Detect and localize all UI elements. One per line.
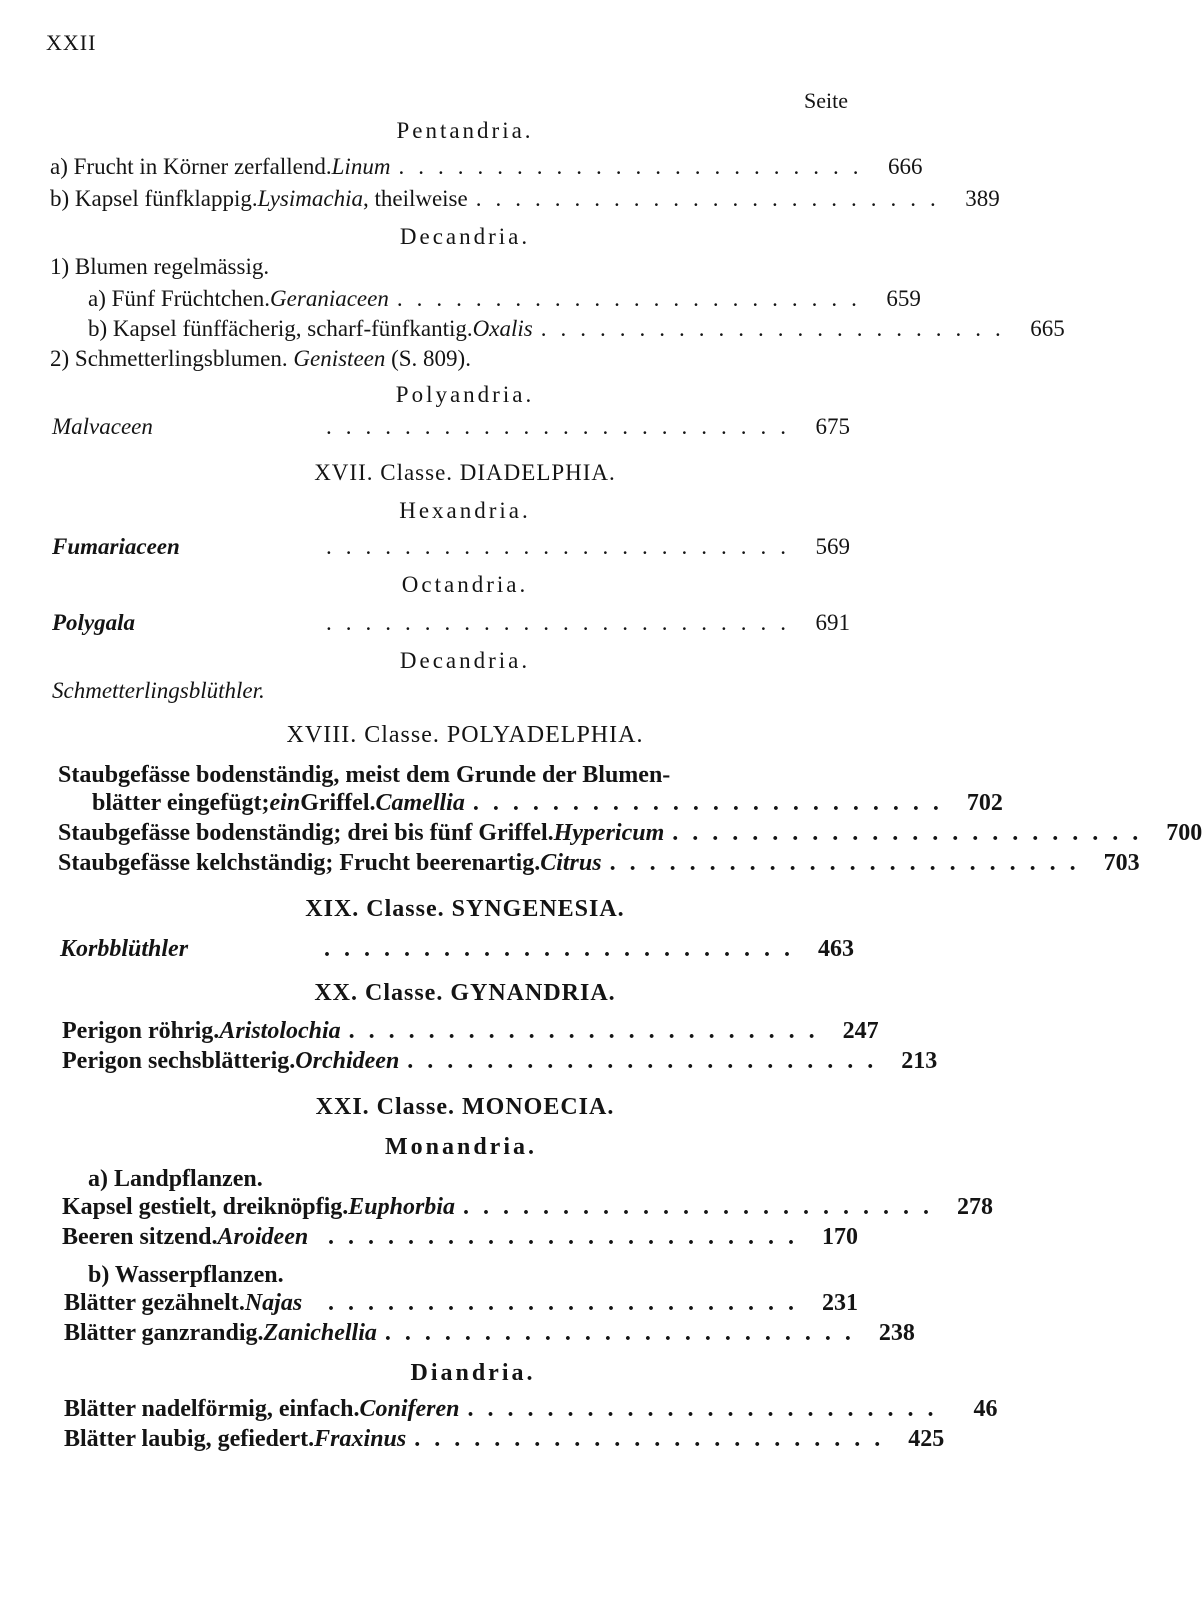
index-entry xyxy=(64,1320,915,1347)
entry-taxon: Genisteen xyxy=(293,346,386,371)
index-entry xyxy=(52,414,850,440)
entry-taxon: Oxalis xyxy=(472,316,533,341)
entry-page: 170 xyxy=(822,1224,858,1250)
entry-text: a) Frucht in Körner zerfallend. xyxy=(50,154,332,179)
entry-taxon: Citrus xyxy=(540,850,602,876)
entry-text: Staubgefässe bodenständig; drei bis fünf Griffel. xyxy=(58,820,554,846)
index-entry xyxy=(62,1194,993,1221)
entry-taxon: Linum xyxy=(331,154,391,179)
entry-text: Perigon röhrig. xyxy=(62,1018,220,1044)
page-number: XXII xyxy=(46,30,97,55)
entry-taxon: Orchideen xyxy=(295,1048,400,1074)
class-heading: XX. Classe. GYNANDRIA. xyxy=(314,980,616,1006)
entry-page: 665 xyxy=(1030,316,1065,341)
index-entry xyxy=(62,1224,858,1251)
section-polyandria: Polyandria. xyxy=(395,382,535,407)
entry-text: Griffel. xyxy=(300,790,376,816)
index-entry xyxy=(62,1018,879,1045)
entry-taxon: Korbblüthler xyxy=(60,936,189,962)
entry-text: (S. 809). xyxy=(385,346,471,371)
leader-dots: ........................ xyxy=(540,316,1015,341)
entry-page: 703 xyxy=(1103,850,1140,876)
index-entry xyxy=(50,154,923,180)
section-diandria: Diandria. xyxy=(410,1360,536,1386)
entry-page: 569 xyxy=(815,534,850,559)
index-entry: 1) Blumen regelmässig. xyxy=(50,254,270,279)
leader-dots: ........................ xyxy=(326,610,800,635)
entry-taxon: Zanichellia xyxy=(263,1320,377,1346)
class-heading: XVII. Classe. DIADELPHIA. xyxy=(314,460,616,485)
entry-page: 238 xyxy=(878,1320,915,1346)
section-decandria: Decandria. xyxy=(399,648,531,673)
index-entry xyxy=(52,610,850,636)
leader-dots: ........................ xyxy=(328,1224,808,1250)
entry-page: 463 xyxy=(818,936,854,962)
entry-emphasis: ein xyxy=(269,790,301,816)
index-entry xyxy=(64,1396,998,1423)
entry-text: b) Kapsel fünfklappig. xyxy=(50,186,258,211)
leader-dots: ........................ xyxy=(407,1048,888,1074)
section-monandria: Monandria. xyxy=(384,1134,537,1160)
entry-taxon: Geraniaceen xyxy=(270,286,389,311)
entry-page: 46 xyxy=(973,1396,998,1422)
leader-dots: ........................ xyxy=(472,790,953,816)
leader-dots: ........................ xyxy=(475,186,950,211)
leader-dots: ........................ xyxy=(672,820,1153,846)
leader-dots: ........................ xyxy=(462,1194,943,1220)
entry-taxon: Camellia xyxy=(375,790,465,816)
entry-text: Kapsel gestielt, dreiknöpfig. xyxy=(62,1194,349,1220)
entry-page: 675 xyxy=(815,414,850,439)
entry-taxon: Euphorbia xyxy=(348,1194,455,1220)
index-entry xyxy=(88,316,1065,342)
index-entry xyxy=(92,790,1003,817)
entry-text: 2) Schmetterlingsblumen. xyxy=(50,346,294,371)
index-entry: a) Landpflanzen. xyxy=(88,1166,263,1192)
entry-text: Beeren sitzend. xyxy=(62,1224,218,1250)
entry-taxon: Aroideen xyxy=(217,1224,309,1250)
leader-dots: ........................ xyxy=(609,850,1090,876)
entry-taxon: Polygala xyxy=(52,610,136,635)
leader-dots: ........................ xyxy=(398,154,873,179)
entry-page: 702 xyxy=(966,790,1003,816)
entry-page: 700 xyxy=(1166,820,1202,846)
entry-text: Perigon sechsblätterig. xyxy=(62,1048,296,1074)
entry-text: b) Kapsel fünffächerig, scharf-fünfkantig. xyxy=(88,316,473,341)
entry-page: 389 xyxy=(965,186,1000,211)
index-entry xyxy=(60,936,854,963)
entry-page: 213 xyxy=(901,1048,938,1074)
entry-taxon: Fumariaceen xyxy=(52,534,180,559)
entry-page: 666 xyxy=(887,154,923,179)
entry-taxon: Najas xyxy=(244,1290,303,1316)
entry-taxon: Malvaceen xyxy=(52,414,153,439)
index-entry xyxy=(52,534,850,560)
entry-text: a) Fünf Früchtchen. xyxy=(88,286,271,311)
leader-dots: ........................ xyxy=(326,534,800,559)
leader-dots: ........................ xyxy=(326,414,800,439)
entry-page: 691 xyxy=(815,610,850,635)
class-heading: XIX. Classe. SYNGENESIA. xyxy=(305,896,625,922)
class-heading: XVIII. Classe. POLYADELPHIA. xyxy=(286,722,644,748)
entry-page: 247 xyxy=(842,1018,879,1044)
entry-page: 659 xyxy=(886,286,921,311)
section-pentandria: Pentandria. xyxy=(396,118,534,143)
leader-dots: ........................ xyxy=(348,1018,829,1044)
entry-taxon: Aristolochia xyxy=(219,1018,341,1044)
leader-dots: ........................ xyxy=(324,936,804,962)
entry-text: Blätter nadelförmig, einfach. xyxy=(64,1396,360,1422)
entry-text: Blätter gezähnelt. xyxy=(64,1290,245,1316)
entry-page: 231 xyxy=(822,1290,858,1316)
class-heading: XXI. Classe. MONOECIA. xyxy=(315,1094,615,1120)
entry-text: blätter eingefügt; xyxy=(92,790,270,816)
entry-taxon: Hypericum xyxy=(553,820,665,846)
index-entry xyxy=(50,186,1000,212)
entry-text: , theilweise xyxy=(362,186,468,211)
page-column-header: Seite xyxy=(804,88,848,113)
entry-text: Blätter ganzrandig. xyxy=(64,1320,264,1346)
leader-dots: ........................ xyxy=(467,1396,948,1422)
entry-page: 278 xyxy=(956,1194,993,1220)
index-entry xyxy=(88,286,921,312)
leader-dots: ........................ xyxy=(396,286,871,311)
index-entry xyxy=(50,346,471,372)
index-entry xyxy=(58,850,1140,877)
section-decandria: Decandria. xyxy=(399,224,531,249)
entry-taxon: Lysimachia xyxy=(257,186,363,211)
leader-dots: ........................ xyxy=(384,1320,865,1346)
entry-page: 425 xyxy=(908,1426,945,1452)
entry-text: Staubgefässe kelchständig; Frucht beerenartig. xyxy=(58,850,541,876)
leader-dots: ........................ xyxy=(414,1426,895,1452)
entry-text: Blätter laubig, gefiedert. xyxy=(64,1426,315,1452)
entry-taxon: Coniferen xyxy=(359,1396,460,1422)
index-entry xyxy=(64,1426,945,1453)
section-hexandria: Hexandria. xyxy=(399,498,531,523)
entry-taxon: Fraxinus xyxy=(314,1426,407,1452)
index-entry: Schmetterlingsblüthler. xyxy=(52,678,265,703)
leader-dots: ........................ xyxy=(328,1290,808,1316)
index-entry xyxy=(64,1290,858,1317)
index-entry xyxy=(58,820,1202,847)
index-entry: Staubgefässe bodenständig, meist dem Grunde der Blumen- xyxy=(58,762,671,788)
section-octandria: Octandria. xyxy=(401,572,529,597)
index-entry: b) Wasserpflanzen. xyxy=(88,1262,284,1288)
index-entry xyxy=(62,1048,938,1075)
